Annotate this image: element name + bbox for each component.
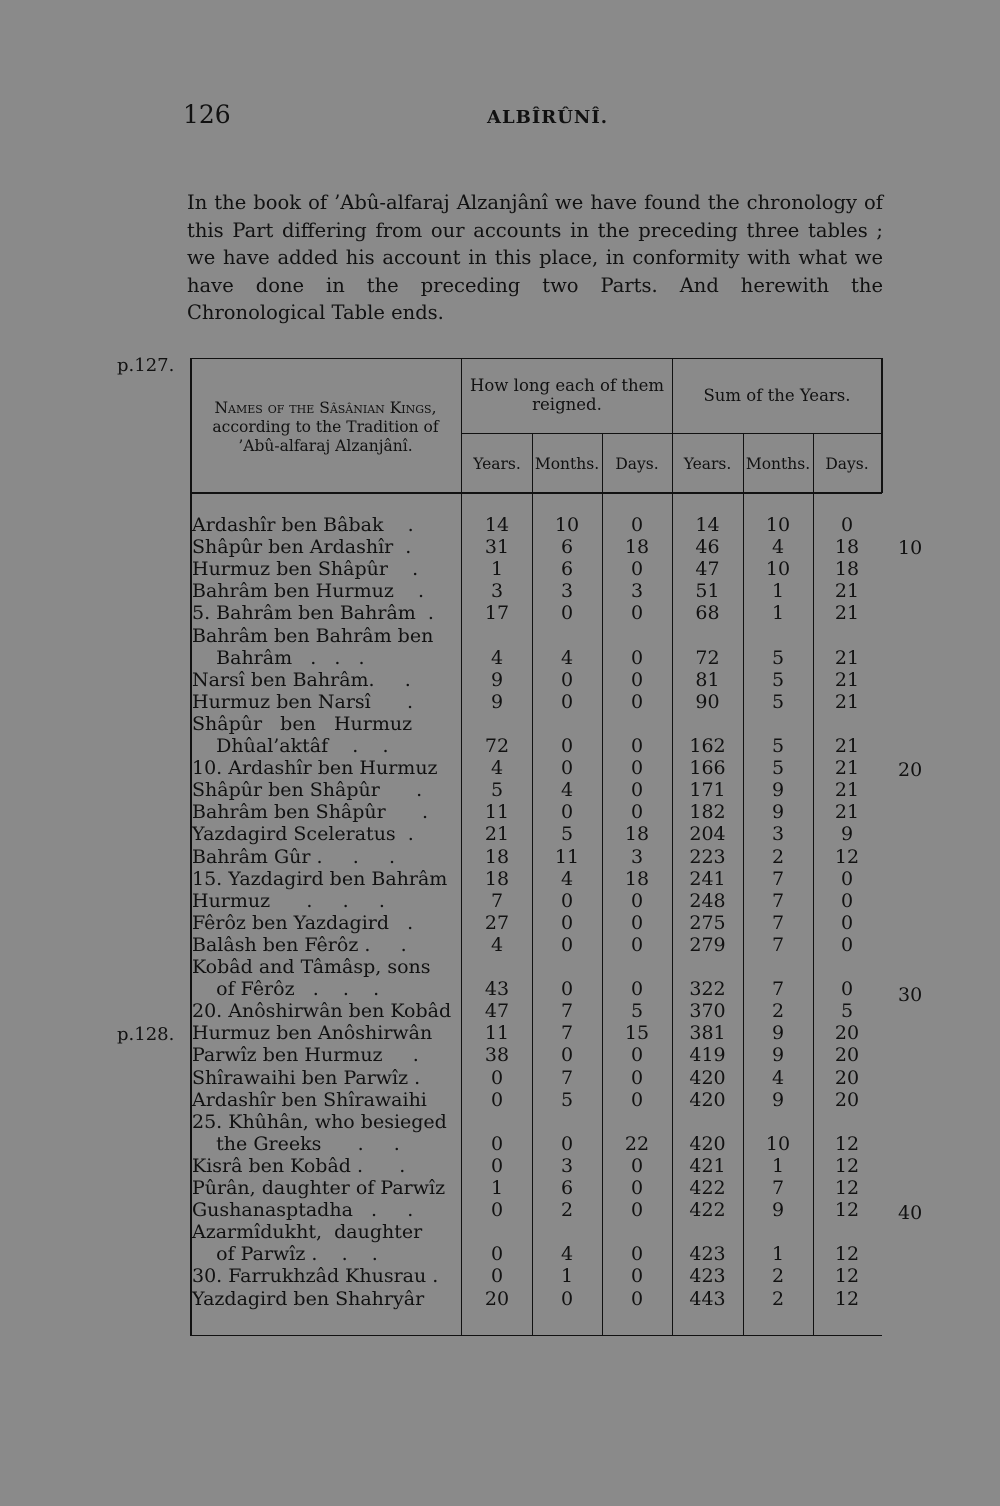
row-value: 90 [695,690,720,713]
subheader-days: Days. [615,455,659,473]
row-value: 9 [771,1044,785,1067]
row-value: 0 [630,801,644,824]
row-value: 0 [630,514,644,536]
row-value: 2 [771,1000,785,1023]
row-value: 12 [834,1287,860,1310]
names-header-sub1: according to the Tradition of [212,418,439,436]
row-value: 12 [834,1199,860,1222]
row-name: Shîrawaihi ben Parwîz . [192,1066,421,1089]
names-column-header [193,399,458,456]
row-value: 47 [695,558,720,581]
row-value: 443 [689,1287,726,1310]
row-name: Bahrâm ben Hurmuz . [192,580,425,603]
row-value: 81 [695,668,720,691]
subheader-years: Years. [473,455,521,473]
row-value: 4 [771,536,785,559]
row-value: 2 [771,845,785,868]
row-value: 4 [560,779,574,802]
table-rule-right [881,358,883,493]
row-value: 9 [840,823,854,846]
row-name: Yazdagird Sceleratus . [192,823,414,846]
reign-header-line2: reigned. [532,395,602,414]
row-value: 0 [630,889,644,912]
row-value: 0 [560,602,574,625]
row-value: 0 [560,668,574,691]
row-value: 18 [484,845,510,868]
row-value: 248 [689,889,726,912]
row-value: 0 [630,779,644,802]
page-number: 126 [183,100,231,129]
row-value: 18 [624,823,650,846]
row-value: 0 [560,889,574,912]
row-value: 0 [630,602,644,625]
row-value: 0 [630,1044,644,1067]
margin-page-ref: p.127. [117,355,175,376]
row-value: 422 [689,1177,726,1199]
row-value: 0 [840,978,854,1001]
row-value: 20 [834,1066,860,1089]
row-value: 7 [771,867,785,890]
row-value: 22 [624,1132,650,1155]
sum-header: Sum of the Years. [703,386,851,405]
row-name: Azarmîdukht, daughter [192,1221,423,1244]
row-value: 4 [771,1066,785,1089]
row-value: 0 [630,668,644,691]
row-value: 1 [490,1177,504,1199]
reign-header [463,376,671,414]
row-value: 1 [771,580,785,603]
row-value: 21 [834,779,860,802]
row-value: 0 [490,1199,504,1222]
row-name: Narsî ben Bahrâm. . [192,668,411,691]
row-value: 1 [490,558,504,581]
row-value: 0 [630,558,644,581]
row-value: 3 [490,580,504,603]
row-value: 0 [630,933,644,956]
row-value: 166 [689,757,726,780]
row-value: 21 [834,735,860,757]
row-value: 171 [689,779,726,802]
row-value: 7 [771,911,785,934]
row-value: 18 [834,558,860,581]
row-value: 7 [771,1177,785,1199]
row-value: 20 [484,1287,510,1310]
table-rule-top [190,358,882,359]
row-value: 275 [689,911,726,934]
row-name: Bahrâm . . . [192,646,365,669]
row-value: 0 [560,911,574,934]
row-value: 0 [490,1132,504,1155]
row-name: of Parwîz . . . [192,1243,378,1266]
row-value: 0 [630,1199,644,1222]
row-value: 7 [490,889,504,912]
row-value: 3 [560,580,574,603]
subheader-sum-years: Years. [683,455,732,473]
row-value: 0 [630,1287,644,1310]
row-value: 12 [834,1243,860,1266]
row-value: 370 [689,1000,726,1023]
row-value: 1 [771,1243,785,1266]
row-value: 7 [771,978,785,1001]
row-name: Kisrâ ben Kobâd . . [192,1154,406,1177]
row-name: Shâpûr ben Shâpûr . [192,779,423,802]
row-value: 7 [560,1022,574,1045]
row-name: Shâpûr ben Hurmuz [192,712,413,735]
row-value: 4 [560,1243,574,1266]
right-margin-number: 30 [898,984,923,1006]
row-value: 11 [484,1022,510,1045]
row-value: 0 [490,1265,504,1288]
reign-header-line1: How long each of them [469,376,664,395]
row-value: 10 [765,514,791,536]
row-value: 7 [560,1066,574,1089]
row-value: 1 [771,1154,785,1177]
row-value: 0 [630,757,644,780]
row-value: 10 [554,514,580,536]
row-value: 21 [484,823,510,846]
subheader-sum-months: Months. [745,455,811,473]
row-value: 0 [630,1265,644,1288]
row-name: Dhûal’aktâf . . [192,735,389,757]
row-value: 7 [560,1000,574,1023]
row-value: 3 [630,845,644,868]
row-value: 4 [490,933,504,956]
row-value: 0 [490,1088,504,1111]
row-value: 47 [484,1000,510,1023]
row-value: 0 [840,514,854,536]
row-value: 0 [630,735,644,757]
subheader-months: Months. [534,455,600,473]
row-value: 5 [840,1000,854,1023]
row-name: Fêrôz ben Yazdagird . [192,911,414,934]
row-value: 9 [771,1022,785,1045]
row-value: 14 [484,514,510,536]
row-value: 38 [484,1044,510,1067]
row-name: Balâsh ben Fêrôz . . [192,933,407,956]
row-value: 21 [834,801,860,824]
row-name: 5. Bahrâm ben Bahrâm . [192,602,434,625]
row-value: 21 [834,646,860,669]
row-name: 30. Farrukhzâd Khusrau . [192,1265,439,1288]
row-value: 72 [695,646,720,669]
row-name: the Greeks . . [192,1132,400,1155]
row-value: 9 [771,1088,785,1111]
row-value: 0 [560,1287,574,1310]
row-value: 3 [630,580,644,603]
row-value: 9 [490,690,504,713]
row-value: 12 [834,845,860,868]
row-value: 2 [771,1265,785,1288]
right-margin-number: 10 [898,537,923,559]
row-value: 421 [689,1154,726,1177]
row-value: 5 [490,779,504,802]
row-value: 20 [834,1022,860,1045]
row-value: 0 [560,690,574,713]
row-value: 381 [689,1022,726,1045]
row-value: 51 [695,580,720,603]
row-value: 0 [560,1044,574,1067]
row-value: 1 [560,1265,574,1288]
row-name: Yazdagird ben Shahryâr [192,1287,425,1310]
row-value: 0 [630,1177,644,1199]
row-value: 0 [630,978,644,1001]
row-name: Hurmuz ben Shâpûr . [192,558,419,581]
row-value: 21 [834,668,860,691]
row-value: 4 [560,867,574,890]
row-value: 0 [840,933,854,956]
row-name: Ardashîr ben Bâbak . [192,514,414,536]
row-value: 0 [630,1088,644,1111]
row-value: 422 [689,1199,726,1222]
row-name: 25. Khûhân, who besieged [192,1110,447,1133]
row-name: Pûrân, daughter of Parwîz [192,1177,446,1199]
row-value: 0 [560,735,574,757]
row-value: 12 [834,1132,860,1155]
row-value: 0 [840,911,854,934]
row-name: Hurmuz ben Narsî . [192,690,414,713]
row-value: 9 [490,668,504,691]
row-value: 18 [834,536,860,559]
row-name: Bahrâm ben Bahrâm ben [192,624,434,647]
names-header-sub2: ’Abû-alfaraj Alzanjânî. [238,437,413,455]
row-value: 0 [840,889,854,912]
row-value: 419 [689,1044,726,1067]
row-name: Shâpûr ben Ardashîr . [192,536,412,559]
row-value: 3 [771,823,785,846]
row-name: 10. Ardashîr ben Hurmuz [192,757,438,780]
intro-paragraph: In the book of ’Abû-alfaraj Alzanjânî we have found the chronology of this Part differing from our accounts in the preceding three tables ; we have added his account in this place, in conformity with what we have done in the preceding two Parts. And herewith the Chronological Table ends. [187,191,883,324]
right-margin-number: 40 [898,1202,923,1224]
row-value: 10 [765,1132,791,1155]
row-value: 6 [560,1177,574,1199]
row-value: 21 [834,602,860,625]
row-value: 6 [560,558,574,581]
row-value: 0 [490,1066,504,1089]
row-value: 14 [695,514,720,536]
row-value: 0 [560,978,574,1001]
row-value: 322 [689,978,726,1001]
row-name: Gushanasptadha . . [192,1199,414,1222]
row-name: 20. Anôshirwân ben Kobâd [192,1000,452,1023]
row-value: 18 [484,867,510,890]
row-value: 4 [490,757,504,780]
row-value: 423 [689,1265,726,1288]
row-value: 68 [695,602,720,625]
row-value: 5 [771,735,785,757]
row-value: 12 [834,1265,860,1288]
row-value: 5 [560,823,574,846]
row-value: 2 [560,1199,574,1222]
subheader-sum-days: Days. [825,455,869,473]
row-value: 204 [689,823,726,846]
names-header-title: Names of the Sâsânian Kings, [214,399,437,417]
right-margin-number: 20 [898,759,923,781]
row-value: 11 [484,801,510,824]
row-value: 223 [689,845,726,868]
row-value: 15 [624,1022,650,1045]
row-name: Ardashîr ben Shîrawaihi [192,1088,427,1111]
row-value: 20 [834,1088,860,1111]
row-value: 0 [630,1154,644,1177]
margin-page-ref: p.128. [117,1024,175,1045]
row-value: 0 [630,1243,644,1266]
row-value: 0 [560,1132,574,1155]
row-value: 182 [689,801,726,824]
row-value: 7 [771,889,785,912]
row-name: of Fêrôz . . . [192,978,380,1001]
row-value: 0 [560,933,574,956]
row-value: 9 [771,801,785,824]
row-name: Bahrâm ben Shâpûr . [192,801,429,824]
row-value: 20 [834,1044,860,1067]
row-value: 420 [689,1088,726,1111]
row-value: 10 [765,558,791,581]
row-value: 21 [834,580,860,603]
row-name: Hurmuz . . . [192,889,385,912]
row-name: 15. Yazdagird ben Bahrâm [192,867,448,890]
row-value: 21 [834,690,860,713]
table-rule-bottom [190,1335,882,1336]
header-rule [190,492,882,494]
row-name: Parwîz ben Hurmuz . [192,1044,419,1067]
row-value: 5 [771,646,785,669]
row-value: 0 [630,690,644,713]
row-name: Bahrâm Gûr . . . [192,845,396,868]
row-name: Kobâd and Tâmâsp, sons [192,956,431,978]
row-value: 0 [560,801,574,824]
row-value: 2 [771,1287,785,1310]
row-value: 0 [840,867,854,890]
row-value: 21 [834,757,860,780]
row-value: 12 [834,1154,860,1177]
row-value: 420 [689,1132,726,1155]
row-value: 18 [624,867,650,890]
row-value: 9 [771,1199,785,1222]
row-value: 4 [560,646,574,669]
row-value: 11 [554,845,580,868]
row-value: 17 [484,602,510,625]
row-value: 0 [560,757,574,780]
row-value: 423 [689,1243,726,1266]
row-value: 5 [560,1088,574,1111]
row-value: 4 [490,646,504,669]
row-value: 5 [630,1000,644,1023]
row-value: 0 [490,1154,504,1177]
row-value: 0 [490,1243,504,1266]
row-value: 46 [695,536,720,559]
row-name: Hurmuz ben Anôshirwân [192,1022,433,1045]
row-value: 7 [771,933,785,956]
row-value: 1 [771,602,785,625]
row-value: 0 [630,1066,644,1089]
row-value: 31 [484,536,510,559]
row-value: 43 [484,978,510,1001]
row-value: 420 [689,1066,726,1089]
row-value: 72 [484,735,510,757]
row-value: 5 [771,668,785,691]
row-value: 279 [689,933,726,956]
row-value: 0 [630,646,644,669]
row-value: 3 [560,1154,574,1177]
row-value: 5 [771,757,785,780]
row-value: 241 [689,867,726,890]
running-title: ALBÎRÛNÎ. [487,107,609,128]
row-value: 6 [560,536,574,559]
row-value: 162 [689,735,726,757]
row-value: 27 [484,911,510,934]
row-value: 0 [630,911,644,934]
row-value: 12 [834,1177,860,1199]
row-value: 5 [771,690,785,713]
row-value: 9 [771,779,785,802]
row-value: 18 [624,536,650,559]
